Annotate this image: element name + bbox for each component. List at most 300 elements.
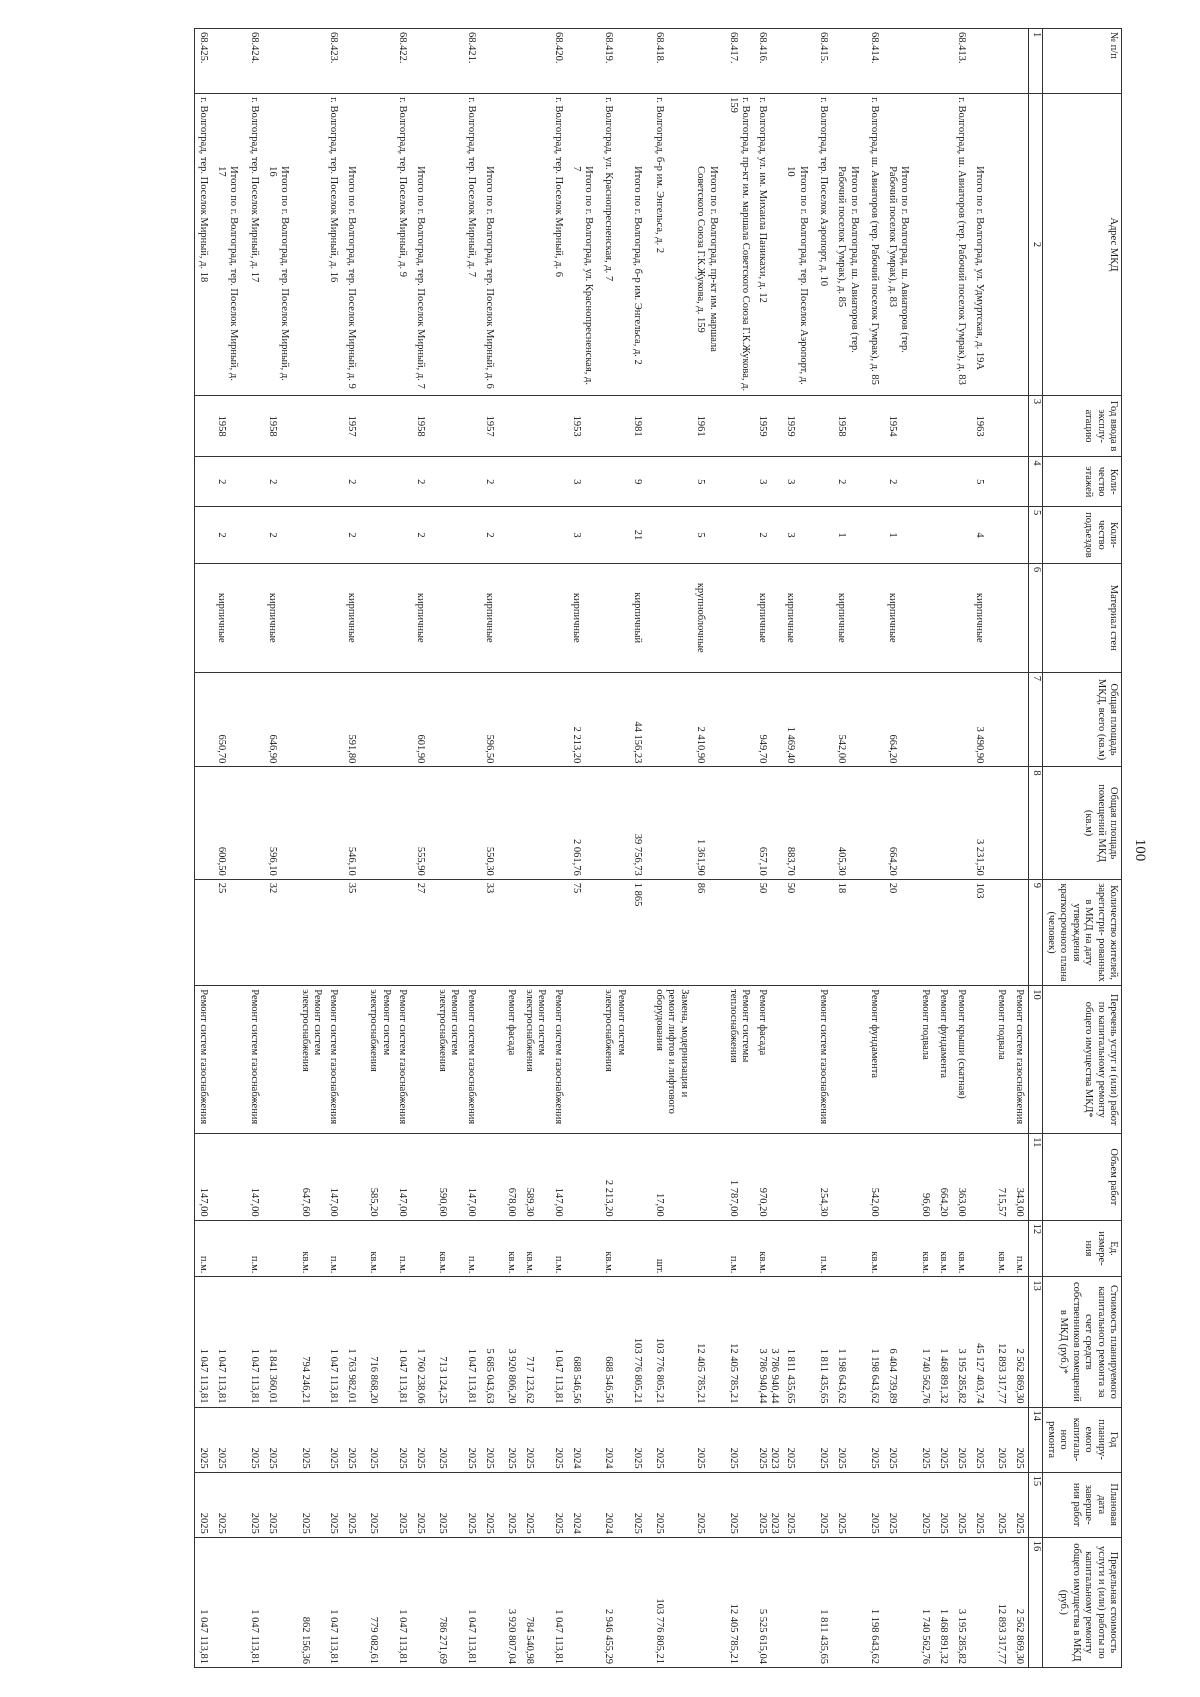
repair-cost: [753, 1277, 782, 1407]
limit-cost: [434, 1537, 463, 1667]
repair-cost-line: 1 198 643,62: [836, 1348, 848, 1404]
repair-year: [343, 1407, 365, 1472]
floors-count: [651, 457, 692, 507]
residents-count: [815, 879, 833, 986]
unit: [916, 1220, 934, 1277]
total-row: [343, 29, 365, 1668]
residents-count: [934, 879, 952, 986]
limit-cost: [194, 1537, 213, 1667]
floors-count: 2: [343, 457, 365, 507]
limit-cost-line: 5 525 615,04: [756, 1608, 768, 1664]
limit-cost: [866, 1537, 884, 1667]
repair-cost: [296, 1277, 325, 1407]
repair-cost: [629, 1277, 651, 1407]
limit-cost: [884, 1537, 917, 1667]
work-volume: [916, 1134, 934, 1220]
work-volume-line: 1 787,00: [728, 1179, 739, 1217]
total-address: Итого по г. Волгоград, пр-кт им. маршала Советского Союза Г.К.Жукова, д. 159: [692, 94, 725, 396]
limit-cost-line: 3 920 807,04: [505, 1608, 517, 1664]
unit-line: п.м.: [552, 1255, 564, 1274]
repair-cost-line: 1 047 113,81: [198, 1348, 210, 1404]
repair-year-line: 2025: [869, 1447, 880, 1469]
repair-year: [600, 1407, 629, 1472]
repair-year-line: 2025: [437, 1447, 449, 1469]
wall-material: [992, 563, 1010, 672]
year-built: [296, 395, 325, 457]
year-built: [992, 395, 1010, 457]
total-area: [815, 672, 833, 767]
unit: [394, 1220, 412, 1277]
completion-date: [992, 1472, 1010, 1537]
work-type: [394, 986, 412, 1134]
completion-date-line: 2023: [769, 1512, 781, 1534]
row-index: 68.424.: [246, 29, 264, 94]
row-index: 68.414.: [866, 29, 884, 94]
wall-material: крупноблочные: [692, 563, 725, 672]
total-address: Итого по г. Волгоград, тер. Поселок Мирный, д. 6: [481, 94, 503, 396]
work-volume: [992, 1134, 1010, 1220]
wall-material: [866, 563, 884, 672]
row-index: [970, 29, 992, 94]
unit: [365, 1220, 394, 1277]
limit-cost: [481, 1537, 503, 1667]
total-row: [412, 29, 434, 1668]
repair-year-line: 2025: [728, 1447, 739, 1469]
repair-cost: [503, 1277, 521, 1407]
column-number: 13: [1029, 1277, 1042, 1407]
total-area: 664,20: [884, 672, 917, 767]
repair-year: [503, 1407, 521, 1472]
completion-date: [1010, 1472, 1029, 1537]
repair-year: [194, 1407, 213, 1472]
year-built: 1959: [782, 395, 815, 457]
wall-material: [246, 563, 264, 672]
repair-year: [434, 1407, 463, 1472]
wall-material: [600, 563, 629, 672]
premises-area: 2 061,76: [567, 767, 600, 879]
repair-year: [782, 1407, 815, 1472]
work-volume: [549, 1134, 567, 1220]
wall-material: кирпичные: [412, 563, 434, 672]
column-number: 16: [1029, 1537, 1042, 1667]
limit-cost-line: 2 946 455,29: [603, 1608, 615, 1664]
floors-count: 2: [884, 457, 917, 507]
unit: [194, 1220, 213, 1277]
unit: [600, 1220, 629, 1277]
work-volume: [651, 1134, 692, 1220]
residents-count: [866, 879, 884, 986]
address: г. Волгоград, тер. Поселок Аэропорт, д. 10: [815, 94, 833, 396]
row-index: 68.421.: [463, 29, 481, 94]
repair-cost: [916, 1277, 934, 1407]
wall-material: [521, 563, 550, 672]
limit-cost: [246, 1537, 264, 1667]
floors-count: [521, 457, 550, 507]
table-row: [651, 29, 692, 1668]
unit-line: кв.м.: [523, 1251, 535, 1274]
address: [992, 94, 1010, 396]
floors-count: [992, 457, 1010, 507]
work-volume: [866, 1134, 884, 1220]
repair-year: [394, 1407, 412, 1472]
completion-date-line: 2025: [973, 1512, 985, 1534]
row-index: [782, 29, 815, 94]
repair-year-line: 2025: [299, 1447, 311, 1469]
work-volume: [246, 1134, 264, 1220]
premises-area: 657,10: [753, 767, 782, 879]
work-type: [725, 986, 754, 1134]
total-area: [194, 672, 213, 767]
unit-line: шт.: [654, 1258, 666, 1274]
column-number: 14: [1029, 1407, 1042, 1472]
repair-cost: [264, 1277, 297, 1407]
floors-count: 2: [833, 457, 866, 507]
unit: [782, 1220, 815, 1277]
limit-cost-line: 1 740 562,76: [919, 1608, 931, 1664]
total-address: Итого по г. Волгоград, ул. Удмуртская, д. 19А: [970, 94, 992, 396]
year-built: 1958: [213, 395, 246, 457]
completion-date-line: 2025: [836, 1512, 848, 1534]
unit-line: кв.м.: [505, 1251, 517, 1274]
unit: [434, 1220, 463, 1277]
completion-date-line: 2025: [887, 1512, 898, 1534]
row-index: [934, 29, 952, 94]
table-row: [952, 29, 970, 1668]
repair-cost-line: 3 920 806,20: [505, 1348, 517, 1404]
limit-cost: [549, 1537, 567, 1667]
page-number: 100: [1132, 838, 1148, 862]
unit: [264, 1220, 297, 1277]
repair-year-line: 2025: [887, 1447, 898, 1469]
total-area: 646,90: [264, 672, 297, 767]
entrances-count: [600, 507, 629, 564]
unit-line: п.м.: [465, 1255, 477, 1274]
entrances-count: 5: [692, 507, 725, 564]
floors-count: [916, 457, 934, 507]
repair-cost: [567, 1277, 600, 1407]
repair-cost: [952, 1277, 970, 1407]
repair-year: [725, 1407, 754, 1472]
year-built: [952, 395, 970, 457]
total-area: [952, 672, 970, 767]
completion-date-line: 2025: [552, 1512, 564, 1534]
work-volume: [296, 1134, 325, 1220]
row-index: [916, 29, 934, 94]
total-area: 3 490,90: [970, 672, 992, 767]
repair-cost: [213, 1277, 246, 1407]
repair-year: [970, 1407, 992, 1472]
completion-date-line: 2025: [346, 1512, 358, 1534]
column-number: 9: [1029, 879, 1042, 986]
total-address: Итого по г. Волгоград, тер. Поселок Мирный, д. 7: [412, 94, 434, 396]
limit-cost-line: 12 893 317,77: [995, 1603, 1007, 1664]
work-volume-line: 590,60: [437, 1187, 449, 1217]
repair-cost-line: 1 047 113,81: [465, 1348, 477, 1404]
completion-date: [725, 1472, 754, 1537]
work-type-line: Ремонт фундамента: [869, 989, 880, 1079]
premises-area: 405,30: [833, 767, 866, 879]
unit: [952, 1220, 970, 1277]
limit-cost: [916, 1537, 934, 1667]
table-row: [194, 29, 213, 1668]
entrances-count: 2: [343, 507, 365, 564]
completion-date: [264, 1472, 297, 1537]
work-type: [952, 986, 970, 1134]
floors-count: [952, 457, 970, 507]
repair-cost-line: 45 127 403,74: [973, 1343, 985, 1404]
row-index: [567, 29, 600, 94]
row-index: [692, 29, 725, 94]
year-built: [503, 395, 521, 457]
limit-cost: [412, 1537, 434, 1667]
year-built: [1010, 395, 1029, 457]
total-area: [651, 672, 692, 767]
floors-count: 2: [213, 457, 246, 507]
floors-count: 2: [412, 457, 434, 507]
repair-cost-line: 12 893 317,77: [995, 1343, 1007, 1404]
column-number: 10: [1029, 986, 1042, 1134]
year-built: [521, 395, 550, 457]
unit: [992, 1220, 1010, 1277]
completion-date: [782, 1472, 815, 1537]
completion-date: [970, 1472, 992, 1537]
unit: [753, 1220, 782, 1277]
table-row: [463, 29, 481, 1668]
completion-date-line: 2025: [216, 1512, 228, 1534]
repair-cost: [815, 1277, 833, 1407]
total-area: 542,00: [833, 672, 866, 767]
repair-year-line: 2025: [248, 1447, 260, 1469]
limit-cost-line: 1 047 113,81: [465, 1609, 477, 1664]
residents-count: 50: [753, 879, 782, 986]
year-built: 1958: [264, 395, 297, 457]
row-index: [296, 29, 325, 94]
year-built: [600, 395, 629, 457]
repair-year: [753, 1407, 782, 1472]
repair-year-line: 2025: [368, 1447, 380, 1469]
repair-year: [692, 1407, 725, 1472]
year-built: [394, 395, 412, 457]
work-volume-line: 678,00: [505, 1187, 517, 1217]
address: г. Волгоград, ш. Авиаторов (тер. Рабочий поселок Гумрак), д. 85: [866, 94, 884, 396]
entrances-count: 4: [970, 507, 992, 564]
entrances-count: [549, 507, 567, 564]
floors-count: [549, 457, 567, 507]
row-index: [264, 29, 297, 94]
limit-cost: [833, 1537, 866, 1667]
year-built: 1958: [412, 395, 434, 457]
premises-area: 600,50: [213, 767, 246, 879]
work-volume-line: 147,00: [465, 1187, 477, 1217]
work-volume: [1010, 1134, 1029, 1220]
limit-cost-line: 1 047 113,81: [198, 1609, 210, 1664]
completion-date-line: 2025: [397, 1512, 409, 1534]
repair-cost-line: 1 811 435,65: [785, 1348, 797, 1404]
repair-year: [833, 1407, 866, 1472]
row-index: [833, 29, 866, 94]
total-area: [600, 672, 629, 767]
total-area: [934, 672, 952, 767]
total-area: [916, 672, 934, 767]
table-row: [916, 29, 934, 1668]
address: [1010, 94, 1029, 396]
address: [521, 94, 550, 396]
repair-cost-line: 1 740 562,76: [919, 1348, 931, 1404]
premises-area: 664,20: [884, 767, 917, 879]
work-volume: [481, 1134, 503, 1220]
premises-area: [365, 767, 394, 879]
completion-date-line: 2025: [299, 1512, 311, 1534]
completion-date-line: 2025: [919, 1512, 931, 1534]
year-built: [434, 395, 463, 457]
residents-count: [952, 879, 970, 986]
unit: [970, 1220, 992, 1277]
wall-material: [916, 563, 934, 672]
completion-date-line: 2025: [437, 1512, 449, 1534]
header-row: [1042, 29, 1121, 1668]
header-cell: Коли- чество подъездов: [1042, 507, 1121, 564]
floors-count: [434, 457, 463, 507]
work-type-line: Ремонт систем электроснабжения: [603, 989, 627, 1072]
unit-line: кв.м.: [937, 1251, 949, 1274]
total-area: [463, 672, 481, 767]
premises-area: [521, 767, 550, 879]
year-built: [934, 395, 952, 457]
limit-cost: [970, 1537, 992, 1667]
repair-year: [246, 1407, 264, 1472]
repair-year: [463, 1407, 481, 1472]
work-type: [782, 986, 815, 1134]
residents-count: 20: [884, 879, 917, 986]
row-index: 68.422.: [394, 29, 412, 94]
entrances-count: 2: [412, 507, 434, 564]
address: [296, 94, 325, 396]
unit-line: кв.м.: [299, 1251, 311, 1274]
limit-cost-line: 2 562 869,30: [1013, 1608, 1025, 1664]
limit-cost: [521, 1537, 550, 1667]
completion-date: [394, 1472, 412, 1537]
total-area: [325, 672, 343, 767]
table-row: [1010, 29, 1029, 1668]
repair-year-line: 2025: [328, 1447, 340, 1469]
completion-date: [296, 1472, 325, 1537]
row-index: 68.423.: [325, 29, 343, 94]
work-type: [1010, 986, 1029, 1134]
premises-area: [296, 767, 325, 879]
total-row: [481, 29, 503, 1668]
header-cell: Общая площадь МКД, всего (кв.м): [1042, 672, 1121, 767]
floors-count: [463, 457, 481, 507]
unit: [934, 1220, 952, 1277]
limit-cost: [725, 1537, 754, 1667]
repair-cost: [692, 1277, 725, 1407]
work-volume-line: 585,20: [368, 1187, 380, 1217]
wall-material: кирпичные: [970, 563, 992, 672]
total-row: [264, 29, 297, 1668]
work-type: [753, 986, 782, 1134]
premises-area: 550,30: [481, 767, 503, 879]
table-row: [934, 29, 952, 1668]
total-area: [296, 672, 325, 767]
work-type-line: Замена, модернизация и ремонт лифтов и лифтового оборудования: [654, 989, 690, 1114]
premises-area: [325, 767, 343, 879]
completion-date: [325, 1472, 343, 1537]
entrances-count: 21: [629, 507, 651, 564]
entrances-count: 2: [264, 507, 297, 564]
total-address: Итого по г. Волгоград, тер. Поселок Мирный, д. 17: [213, 94, 246, 396]
wall-material: кирпичные: [264, 563, 297, 672]
completion-date-line: 2025: [505, 1512, 517, 1534]
premises-area: [992, 767, 1010, 879]
floors-count: [1010, 457, 1029, 507]
address: г. Волгоград, пр-кт им. маршала Советского Союза Г.К.Жукова, д. 159: [725, 94, 754, 396]
repair-year-line: 2025: [505, 1447, 517, 1469]
header-cell: Стоимость планируемого капитального ремонта за счет средств собственников помещений в МКД (руб.)*: [1042, 1277, 1121, 1407]
row-index: 68.417.: [725, 29, 754, 94]
work-type: [412, 986, 434, 1134]
column-number: 7: [1029, 672, 1042, 767]
completion-date-line: 2025: [728, 1512, 739, 1534]
wall-material: [434, 563, 463, 672]
limit-cost: [264, 1537, 297, 1667]
completion-date: [463, 1472, 481, 1537]
repair-cost-line: 3 786 940,44: [756, 1348, 768, 1404]
repair-cost-line: 1 760 238,06: [415, 1348, 427, 1404]
table-row: [246, 29, 264, 1668]
floors-count: [394, 457, 412, 507]
repair-cost-line: 3 786 940,44: [769, 1348, 781, 1404]
work-volume: [213, 1134, 246, 1220]
residents-count: [521, 879, 550, 986]
residents-count: 86: [692, 879, 725, 986]
table-row: [600, 29, 629, 1668]
total-area: [365, 672, 394, 767]
floors-count: [365, 457, 394, 507]
unit: [246, 1220, 264, 1277]
column-number: 2: [1029, 94, 1042, 396]
premises-area: 883,70: [782, 767, 815, 879]
floors-count: [725, 457, 754, 507]
work-type: [194, 986, 213, 1134]
column-number: 12: [1029, 1220, 1042, 1277]
premises-area: [463, 767, 481, 879]
total-area: [866, 672, 884, 767]
work-type: [815, 986, 833, 1134]
work-type: [434, 986, 463, 1134]
premises-area: [1010, 767, 1029, 879]
premises-area: 39 756,73: [629, 767, 651, 879]
work-type: [992, 986, 1010, 1134]
total-area: 44 156,23: [629, 672, 651, 767]
completion-date: [549, 1472, 567, 1537]
work-type: [629, 986, 651, 1134]
work-volume-line: 542,00: [869, 1187, 880, 1217]
limit-cost: [325, 1537, 343, 1667]
work-volume: [833, 1134, 866, 1220]
year-built: [325, 395, 343, 457]
work-volume-line: 343,00: [1013, 1187, 1025, 1217]
total-area: [725, 672, 754, 767]
completion-date-line: 2024: [570, 1512, 582, 1534]
repair-year: [296, 1407, 325, 1472]
work-type: [934, 986, 952, 1134]
wall-material: [934, 563, 952, 672]
completion-date: [753, 1472, 782, 1537]
entrances-count: [916, 507, 934, 564]
work-type: [325, 986, 343, 1134]
unit: [213, 1220, 246, 1277]
floors-count: 3: [782, 457, 815, 507]
